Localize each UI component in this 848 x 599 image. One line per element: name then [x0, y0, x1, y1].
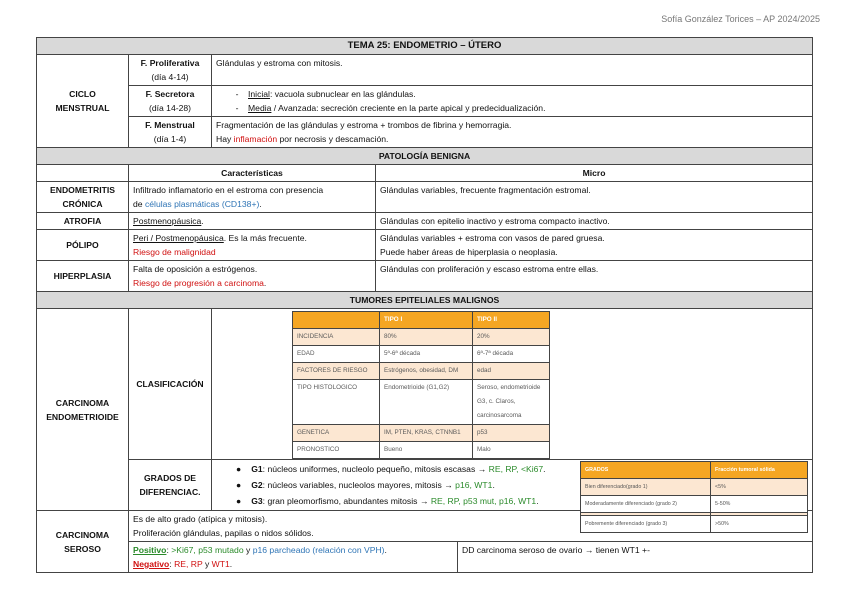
hiperplasia-label: HIPERPLASIA: [37, 261, 129, 292]
menstrual-text: Fragmentación de las glándulas y estroma + trombos de fibrina y hemorragia. Hay inflamación por necrosis y descamación.: [212, 117, 813, 148]
hiperplasia-micro: Glándulas con proliferación y escaso estroma entre ellas.: [376, 261, 813, 292]
table-row-cell: Estrógenos, obesidad, DM: [380, 363, 473, 380]
row-grados: [37, 460, 813, 511]
table-row: [293, 380, 550, 425]
grados-table: [580, 461, 808, 533]
table-row-cell: GENETICA: [293, 425, 380, 442]
table-row-cell: TIPO HISTOLOGICO: [293, 380, 380, 425]
polipo-micro: Glándulas variables + estroma con vasos de pared gruesa. Puede haber áreas de hiperplasia o neoplasia.: [376, 230, 813, 261]
proliferativa-text: Glándulas y estroma con mitosis.: [212, 55, 813, 86]
endometritis-label: ENDOMETRITIS CRÓNICA: [37, 182, 129, 213]
proliferativa-phase: F. Proliferativa (día 4-14): [129, 55, 212, 86]
table-row-cell: <5%: [711, 479, 808, 496]
table-row-cell: 80%: [380, 329, 473, 346]
table-row-cell: Bien diferenciado(grado 1): [581, 479, 711, 496]
atrofia-car: Postmenopáusica.: [129, 213, 376, 230]
ciclo-row-menstrual: [37, 117, 813, 148]
grados-label: GRADOS DE DIFERENCIAC.: [129, 460, 212, 511]
row-seroso-2: [37, 542, 813, 573]
clasificacion-label: CLASIFICACIÓN: [129, 309, 212, 460]
ciclo-row-secretora: [37, 86, 813, 117]
table-row: [293, 363, 550, 380]
table-row-cell: INCIDENCIA: [293, 329, 380, 346]
table-row-cell: Malo: [473, 442, 550, 459]
seroso-desc: Es de alto grado (atípica y mitosis). Proliferación glándulas, papilas o nidos sólidos.: [129, 511, 813, 542]
table-row-cell: FACTORES DE RIESGO: [293, 363, 380, 380]
grado-1: ● G1: núcleos uniformes, nucleolo pequeño, mitosis escasas → RE, RP, <Ki67.: [236, 464, 546, 474]
table-row-cell: EDAD: [293, 346, 380, 363]
endometrio-table-wrapper: [36, 37, 812, 573]
table-row-cell: Bueno: [380, 442, 473, 459]
menstrual-phase: F. Menstrual (día 1-4): [129, 117, 212, 148]
section-malignos: TUMORES EPITELIALES MALIGNOS: [37, 292, 813, 309]
benigna-header-row: [37, 165, 813, 182]
table-row-cell: Moderadamente diferenciado (grado 2): [581, 496, 711, 513]
table-row-cell: edad: [473, 363, 550, 380]
table-row: [581, 496, 808, 513]
endometrio-table: [36, 37, 813, 573]
clasificacion-cell: [212, 309, 813, 460]
page-title: TEMA 25: ENDOMETRIO – ÚTERO: [37, 38, 813, 55]
endometritis-car: Infiltrado inflamatorio en el estroma con presencia de células plasmáticas (CD138+).: [129, 182, 376, 213]
table-row: [293, 329, 550, 346]
col-caracteristicas: Características: [129, 165, 376, 182]
atrofia-label: ATROFIA: [37, 213, 129, 230]
table-header-row-cell: TIPO I: [380, 312, 473, 329]
row-polipo: [37, 230, 813, 261]
table-row-cell: p53: [473, 425, 550, 442]
ciclo-row-proliferativa: [37, 55, 813, 86]
polipo-car: Peri / Postmenopáusica. Es la más frecuente. Riesgo de malignidad: [129, 230, 376, 261]
table-row-cell: 6ª-7ª década: [473, 346, 550, 363]
secretora-phase: F. Secretora (día 14-28): [129, 86, 212, 117]
table-row-cell: IM, PTEN, KRAS, CTNNB1: [380, 425, 473, 442]
table-row: [581, 479, 808, 496]
table-row-cell: 5ª-6ª década: [380, 346, 473, 363]
table-row-cell: 20%: [473, 329, 550, 346]
table-header-row-cell: TIPO II: [473, 312, 550, 329]
grados-cell: [212, 460, 813, 527]
table-row: [581, 516, 808, 533]
table-row-cell: Pobremente diferenciado (grado 3): [581, 516, 711, 533]
secretora-text: - Inicial: vacuola subnuclear en las glándulas. - Media / Avanzada: secreción creciente en la parte apical y predecidualización.: [212, 86, 813, 117]
ciclo-label: CICLO MENSTRUAL: [37, 55, 129, 148]
clasificacion-table: [292, 311, 550, 459]
row-atrofia: [37, 213, 813, 230]
seroso-dd: DD carcinoma seroso de ovario → tienen WT1 +-: [458, 542, 813, 573]
grado-2: ● G2: núcleos variables, nucleolos mayores, mitosis → p16, WT1.: [236, 480, 495, 490]
table-header-row-cell: [293, 312, 380, 329]
document-header: Sofía González Torices – AP 2024/2025: [661, 14, 820, 24]
table-row: [293, 442, 550, 459]
table-header-row: [293, 312, 550, 329]
polipo-label: PÓLIPO: [37, 230, 129, 261]
grado-3: ● G3: gran pleomorfismo, abundantes mitosis → RE, RP, p53 mut, p16, WT1.: [236, 496, 539, 506]
row-hiperplasia: [37, 261, 813, 292]
col-micro: Micro: [376, 165, 813, 182]
seroso-label: CARCINOMA SEROSO: [37, 511, 129, 573]
row-endometritis: [37, 182, 813, 213]
seroso-ihq: Positivo: >Ki67, p53 mutado y p16 parcheado (relación con VPH). Negativo: RE, RP y WT1.: [129, 542, 458, 573]
endometrioide-label: CARCINOMA ENDOMETRIOIDE: [37, 309, 129, 511]
atrofia-micro: Glándulas con epitelio inactivo y estroma compacto inactivo.: [376, 213, 813, 230]
table-header-row-cell: GRADOS: [581, 462, 711, 479]
hiperplasia-car: Falta de oposición a estrógenos. Riesgo de progresión a carcinoma.: [129, 261, 376, 292]
table-row-cell: Seroso, endometrioide G3, c. Claros, carcinosarcoma: [473, 380, 550, 425]
table-header-row-cell: Fracción tumoral sólida: [711, 462, 808, 479]
table-row-cell: Endometrioide (G1,G2): [380, 380, 473, 425]
table-row-cell: >50%: [711, 516, 808, 533]
table-row: [293, 346, 550, 363]
table-row-cell: PRONOSTICO: [293, 442, 380, 459]
table-row: [293, 425, 550, 442]
table-row-cell: 5-50%: [711, 496, 808, 513]
endometritis-micro: Glándulas variables, frecuente fragmentación estromal.: [376, 182, 813, 213]
table-header-row: [581, 462, 808, 479]
row-clasificacion: [37, 309, 813, 460]
section-benigna: PATOLOGÍA BENIGNA: [37, 148, 813, 165]
